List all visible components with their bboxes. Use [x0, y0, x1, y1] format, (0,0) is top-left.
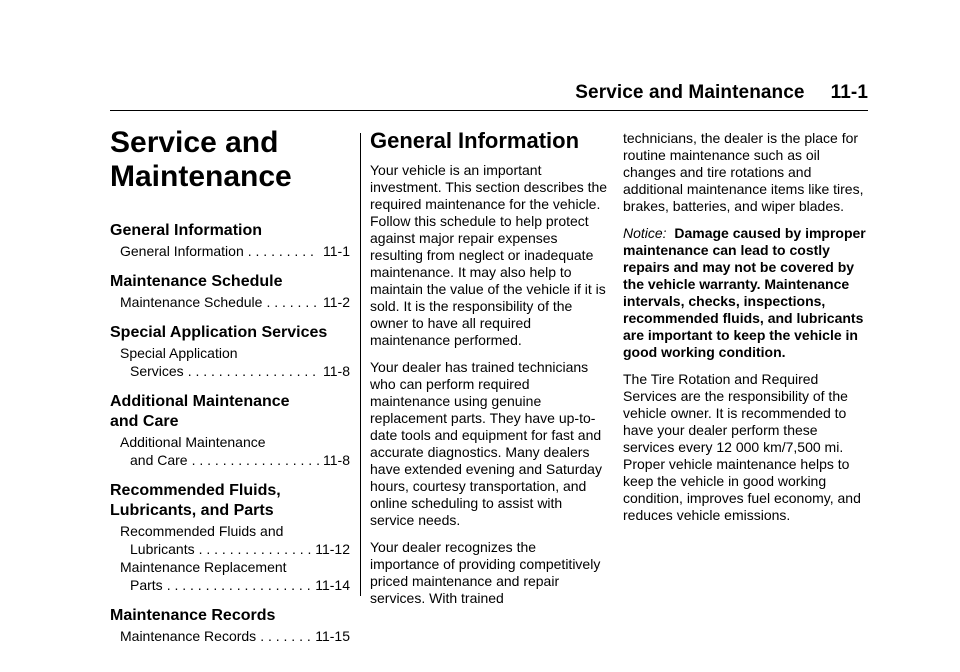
- toc-entry[interactable]: General Information . . . 11-1: [110, 242, 350, 260]
- paragraph: Your dealer recognizes the importance of providing competitively priced maintenance and repair services. With trained: [370, 539, 601, 606]
- toc-section-title[interactable]: Additional Maintenance and Care: [110, 393, 290, 430]
- toc-section-title[interactable]: Maintenance Schedule: [110, 273, 283, 290]
- body-column-2: [623, 130, 869, 534]
- toc-page-ref: 11-2: [323, 294, 350, 310]
- toc-entry[interactable]: Special Application Services . . . 11-8: [110, 344, 350, 380]
- toc-section: [110, 481, 350, 594]
- toc-section-title[interactable]: Maintenance Records: [110, 607, 276, 624]
- notice-text: Damage caused by improper maintenance can lead to costly repairs and may not be covered by the vehicle warranty. Maintenance intervals, checks, inspections, recommended fluids, and lubricants are important to keep the vehicle in good working condition.: [623, 225, 866, 360]
- paragraph: Your dealer has trained technicians who can perform required maintenance using genuine replacement parts. They have up-to-date tools and equipment for fast and accurate diagnostics. Many dealers have extended evening and Saturday hours, courtesy transportation, and online scheduling to assist with service needs.: [370, 359, 602, 528]
- notice-label: Notice:: [623, 225, 667, 241]
- header-rule: [110, 110, 868, 111]
- body-column-1: [370, 126, 608, 617]
- paragraph: Your vehicle is an important investment. This section describes the required maintenance for the vehicle. Follow this schedule to help protect against major repair expenses resulting from neglect or inadequate maintenance. It may also help to maintain the value of the vehicle if it is sold. It is the responsibility of the owner to have all required maintenance performed.: [370, 162, 608, 348]
- chapter-toc-column: [110, 126, 350, 657]
- toc-entry[interactable]: Recommended Fluids and Lubricants . . . 11-12: [110, 522, 350, 558]
- paragraph: technicians, the dealer is the place for routine maintenance such as oil changes and tire rotations and additional maintenance items like tires, brakes, batteries, and wiper blades.: [623, 130, 864, 214]
- page-number: 11-1: [830, 82, 868, 103]
- toc-section-title[interactable]: Recommended Fluids, Lubricants, and Parts: [110, 482, 281, 519]
- toc-entry[interactable]: Additional Maintenance and Care . . . 11-8: [110, 433, 350, 469]
- toc-page-ref: 11-12: [315, 541, 350, 557]
- toc-page-ref: 11-8: [323, 363, 350, 379]
- toc-section: [110, 221, 350, 260]
- toc-section: [110, 392, 350, 469]
- running-header: [575, 82, 868, 104]
- toc-section: [110, 272, 350, 311]
- toc-entry[interactable]: Maintenance Schedule . . . 11-2: [110, 293, 350, 311]
- chapter-title: Service and Maintenance: [110, 126, 292, 193]
- toc-section: [110, 323, 350, 380]
- toc-page-ref: 11-8: [323, 452, 350, 468]
- notice: [623, 225, 869, 361]
- toc-section-title[interactable]: General Information: [110, 222, 263, 239]
- column-divider: [360, 133, 361, 596]
- toc-section-title[interactable]: Special Application Services: [110, 324, 328, 341]
- paragraph: The Tire Rotation and Required Services are the responsibility of the vehicle owner. It is recommended to have your dealer perform these services every 12 000 km/7,500 mi. Proper vehicle maintenance helps to keep the vehicle in good working condition, improves fuel economy, and reduces vehicle emissions.: [623, 371, 861, 523]
- toc-section: [110, 606, 350, 645]
- header-title: Service and Maintenance: [575, 82, 805, 103]
- toc-page-ref: 11-1: [323, 243, 350, 259]
- toc-page-ref: 11-14: [315, 577, 350, 593]
- toc-entry[interactable]: Maintenance Replacement Parts . . . 11-14: [110, 558, 350, 594]
- section-title: General Information: [370, 128, 580, 153]
- toc-page-ref: 11-15: [315, 628, 350, 644]
- toc-entry[interactable]: Maintenance Records . . . 11-15: [110, 627, 350, 645]
